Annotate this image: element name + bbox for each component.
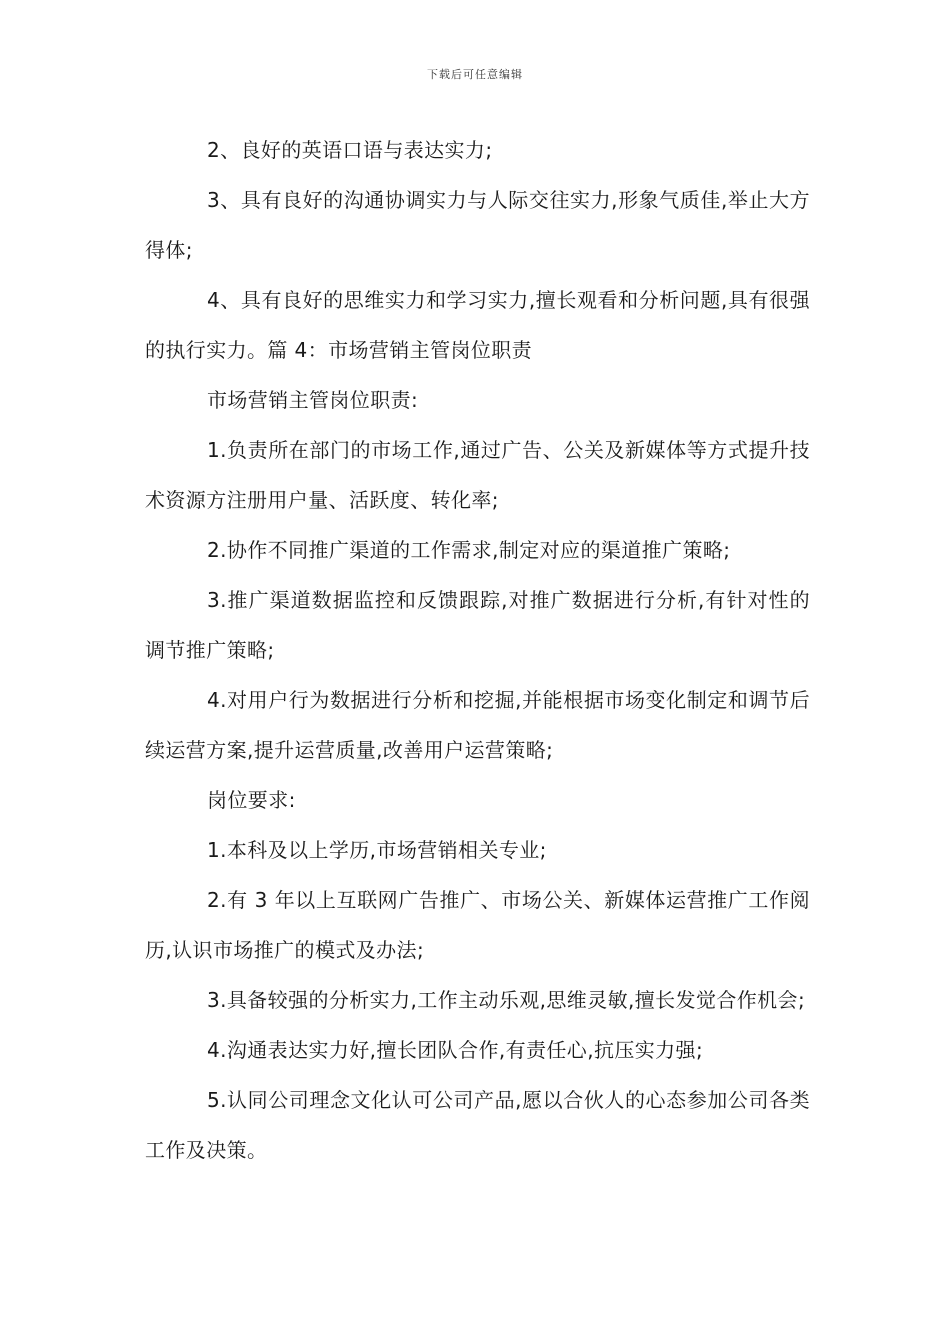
paragraph-english-skills: 2、良好的英语口语与表达实力; bbox=[207, 138, 493, 162]
page-header: 下载后可任意编辑 bbox=[427, 68, 523, 81]
duty-item-3: 3.推广渠道数据监控和反馈跟踪,对推广数据进行分析,有针对性的调节推广策略; bbox=[145, 588, 810, 662]
section-heading-requirements: 岗位要求: bbox=[207, 788, 296, 812]
requirement-item-3: 3.具备较强的分析实力,工作主动乐观,思维灵敏,擅长发觉合作机会; bbox=[207, 988, 806, 1012]
duty-item-2: 2.协作不同推广渠道的工作需求,制定对应的渠道推广策略; bbox=[207, 538, 731, 562]
paragraph-thinking-skills: 4、具有良好的思维实力和学习实力,擅长观看和分析问题,具有很强的执行实力。篇 4：市场营销主管岗位职责 bbox=[145, 288, 810, 362]
requirement-item-2: 2.有 3 年以上互联网广告推广、市场公关、新媒体运营推广工作阅历,认识市场推广的模式及办法; bbox=[145, 888, 810, 962]
requirement-item-5: 5.认同公司理念文化认可公司产品,愿以合伙人的心态参加公司各类工作及决策。 bbox=[145, 1088, 810, 1162]
document-body bbox=[145, 125, 810, 1175]
paragraph-communication-skills: 3、具有良好的沟通协调实力与人际交往实力,形象气质佳,举止大方得体; bbox=[145, 188, 810, 262]
section-heading-duties: 市场营销主管岗位职责: bbox=[207, 388, 419, 412]
duty-item-4: 4.对用户行为数据进行分析和挖掘,并能根据市场变化制定和调节后续运营方案,提升运营质量,改善用户运营策略; bbox=[145, 688, 810, 762]
requirement-item-1: 1.本科及以上学历,市场营销相关专业; bbox=[207, 838, 547, 862]
requirement-item-4: 4.沟通表达实力好,擅长团队合作,有责任心,抗压实力强; bbox=[207, 1038, 704, 1062]
duty-item-1: 1.负责所在部门的市场工作,通过广告、公关及新媒体等方式提升技术资源方注册用户量、活跃度、转化率; bbox=[145, 438, 810, 512]
